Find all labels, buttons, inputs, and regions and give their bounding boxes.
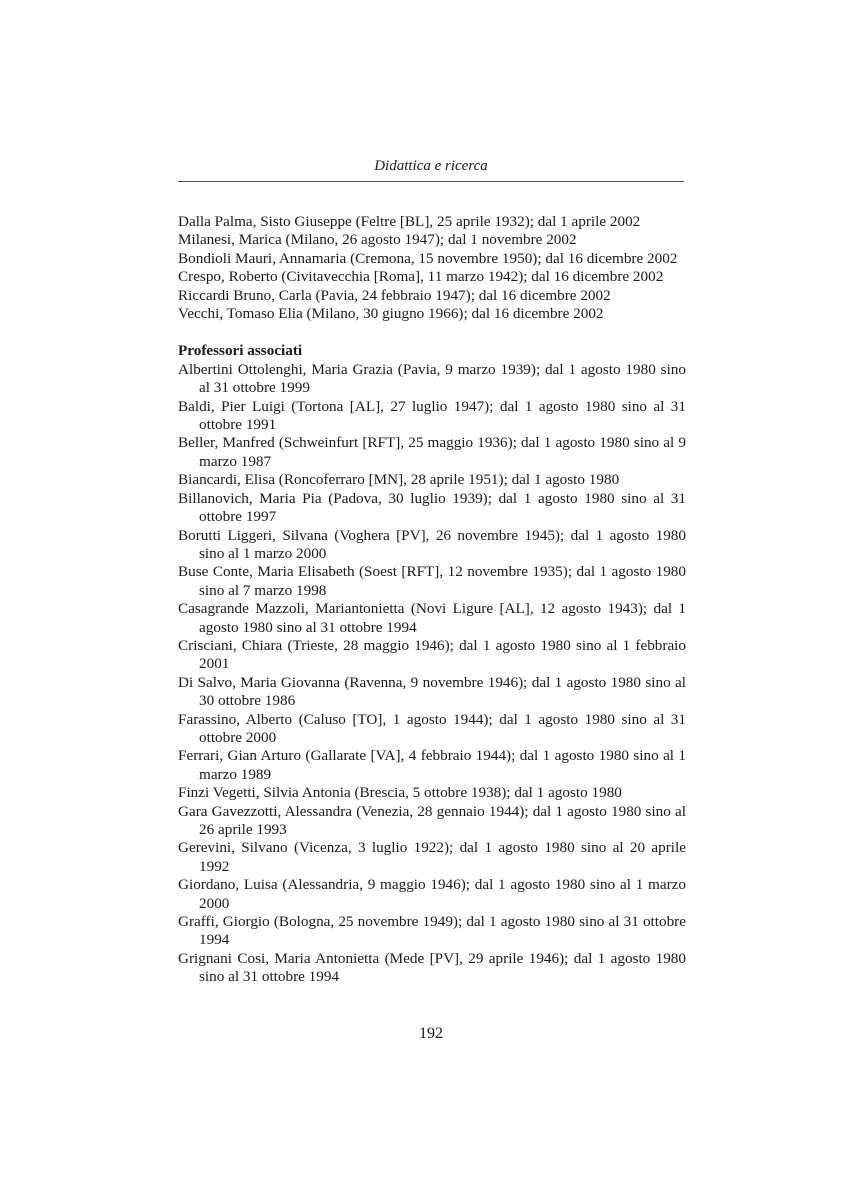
list-item: Graffi, Giorgio (Bologna, 25 novembre 1949); dal 1 agosto 1980 sino al 31 ottobre 1994 [178, 913, 686, 949]
list-item: Biancardi, Elisa (Roncoferraro [MN], 28 aprile 1951); dal 1 agosto 1980 [178, 471, 620, 489]
list-item: Gerevini, Silvano (Vicenza, 3 luglio 1922); dal 1 agosto 1980 sino al 20 aprile 1992 [178, 839, 686, 875]
list-item: Bondioli Mauri, Annamaria (Cremona, 15 novembre 1950); dal 16 dicembre 2002 [178, 249, 678, 267]
list-item: Albertini Ottolenghi, Maria Grazia (Pavia, 9 marzo 1939); dal 1 agosto 1980 sino al 31 ottobre 1999 [178, 360, 686, 397]
list-item: Baldi, Pier Luigi (Tortona [AL], 27 luglio 1947); dal 1 agosto 1980 sino al 31 ottobre 1991 [178, 397, 686, 434]
list-item: Crisciani, Chiara (Trieste, 28 maggio 1946); dal 1 agosto 1980 sino al 1 febbraio 2001 [178, 636, 686, 673]
section-heading: Professori associati [178, 342, 303, 360]
list-item: Di Salvo, Maria Giovanna (Ravenna, 9 novembre 1946); dal 1 agosto 1980 sino al 30 ottobre 1986 [178, 673, 686, 710]
list-item: Gara Gavezzotti, Alessandra (Venezia, 28 gennaio 1944); dal 1 agosto 1980 sino al 26 aprile 1993 [178, 802, 686, 838]
list-item: Giordano, Luisa (Alessandria, 9 maggio 1946); dal 1 agosto 1980 sino al 1 marzo 2000 [178, 876, 686, 912]
list-item: Ferrari, Gian Arturo (Gallarate [VA], 4 febbraio 1944); dal 1 agosto 1980 sino al 1 marzo 1989 [178, 747, 686, 783]
list-item: Crespo, Roberto (Civitavecchia [Roma], 11 marzo 1942); dal 16 dicembre 2002 [178, 268, 664, 286]
header-rule [178, 181, 684, 182]
list-item: Grignani Cosi, Maria Antonietta (Mede [PV], 29 aprile 1946); dal 1 agosto 1980 sino al 31 ottobre 1994 [178, 949, 686, 986]
list-item: Finzi Vegetti, Silvia Antonia (Brescia, 5 ottobre 1938); dal 1 agosto 1980 [178, 784, 622, 802]
list-item: Billanovich, Maria Pia (Padova, 30 luglio 1939); dal 1 agosto 1980 sino al 31 ottobre 1997 [178, 489, 686, 526]
page-number: 192 [419, 1025, 443, 1042]
list-item: Beller, Manfred (Schweinfurt [RFT], 25 maggio 1936); dal 1 agosto 1980 sino al 9 marzo 1987 [178, 434, 686, 470]
list-item: Buse Conte, Maria Elisabeth (Soest [RFT], 12 novembre 1935); dal 1 agosto 1980 sino al 7 marzo 1998 [178, 563, 686, 599]
running-title: Didattica e ricerca [374, 158, 488, 174]
list-item: Casagrande Mazzoli, Mariantonietta (Novi Ligure [AL], 12 agosto 1943); dal 1 agosto 1980 sino al 31 ottobre 1994 [178, 600, 686, 636]
associate-professor-list [178, 361, 686, 987]
list-item: Borutti Liggeri, Silvana (Voghera [PV], 26 novembre 1945); dal 1 agosto 1980 sino al 1 marzo 2000 [178, 526, 686, 562]
list-item: Riccardi Bruno, Carla (Pavia, 24 febbraio 1947); dal 16 dicembre 2002 [178, 286, 611, 304]
page-body [178, 213, 686, 987]
list-item: Milanesi, Marica (Milano, 26 agosto 1947); dal 1 novembre 2002 [178, 231, 577, 249]
list-item: Vecchi, Tomaso Elia (Milano, 30 giugno 1966); dal 16 dicembre 2002 [178, 305, 604, 323]
top-entry-list [178, 213, 686, 323]
list-item: Farassino, Alberto (Caluso [TO], 1 agosto 1944); dal 1 agosto 1980 sino al 31 ottobre 2000 [178, 710, 686, 746]
list-item: Dalla Palma, Sisto Giuseppe (Feltre [BL], 25 aprile 1932); dal 1 aprile 2002 [178, 213, 641, 230]
